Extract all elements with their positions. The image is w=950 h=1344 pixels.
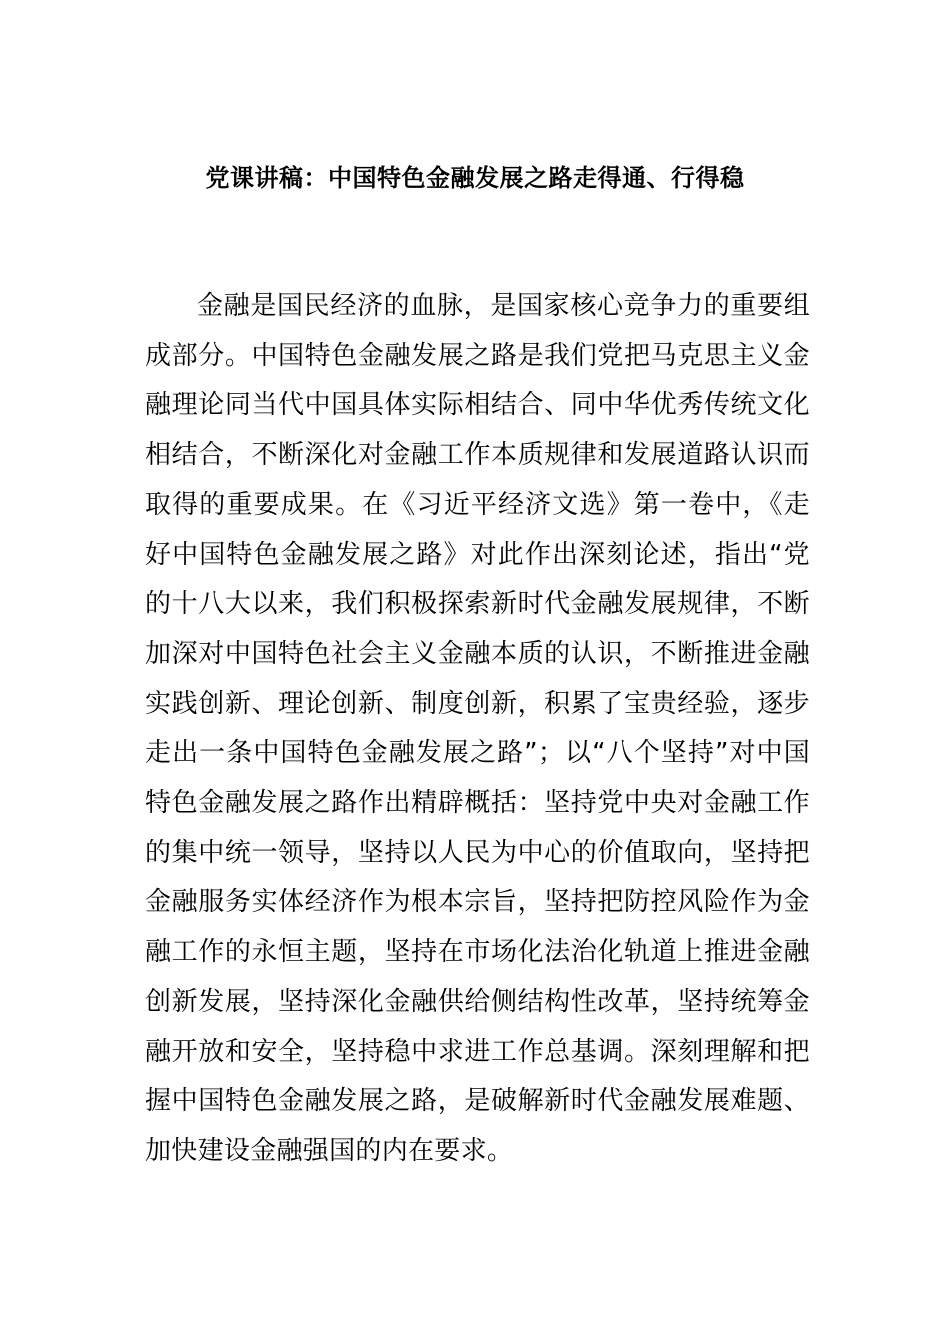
body-paragraph: 金融是国民经济的血脉，是国家核心竞争力的重要组成部分。中国特色金融发展之路是我们党把马克思主义金融理论同当代中国具体实际相结合、同中华优秀传统文化相结合，不断深化对金融工作本质规律和发展道路认识而取得的重要成果。在《习近平经济文选》第一卷中，《走好中国特色金融发展之路》对此作出深刻论述，指出“党的十八大以来，我们积极探索新时代金融发展规律，不断加深对中国特色社会主义金融本质的认识，不断推进金融实践创新、理论创新、制度创新，积累了宝贵经验，逐步走出一条中国特色金融发展之路”；以“八个坚持”对中国特色金融发展之路作出精辟概括：坚持党中央对金融工作的集中统一领导，坚持以人民为中心的价值取向，坚持把金融服务实体经济作为根本宗旨，坚持把防控风险作为金融工作的永恒主题，坚持在市场化法治化轨道上推进金融创新发展，坚持深化金融供给侧结构性改革，坚持统筹金融开放和安全，坚持稳中求进工作总基调。深刻理解和把握中国特色金融发展之路，是破解新时代金融发展难题、加快建设金融强国的内在要求。	[145, 291, 810, 1166]
document-title: 党课讲稿：中国特色金融发展之路走得通、行得稳	[205, 164, 745, 192]
